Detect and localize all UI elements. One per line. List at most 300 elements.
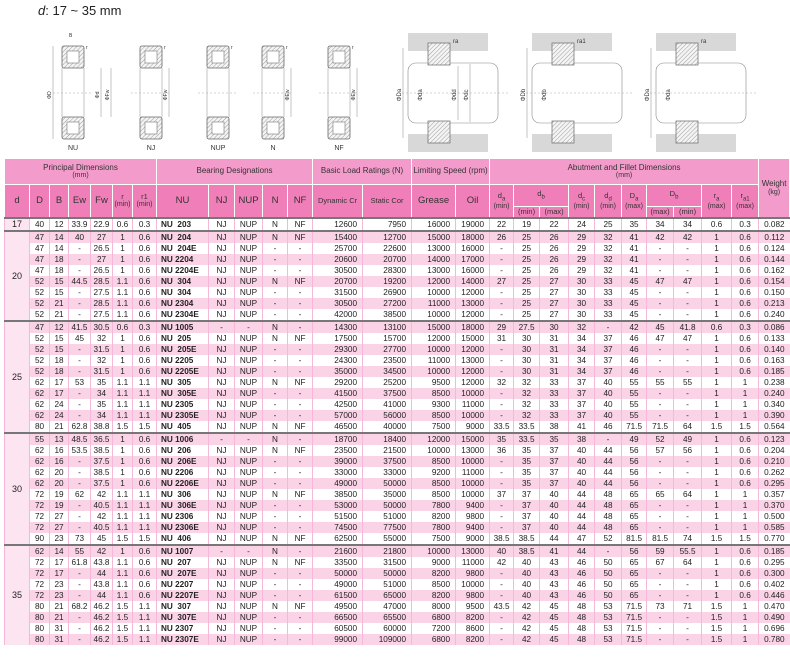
- cell-Da: 56: [622, 467, 647, 478]
- cell-N: N: [263, 601, 288, 612]
- cell-dynamic-cr: 46500: [313, 421, 363, 433]
- cell-grease: 6800: [412, 634, 456, 645]
- cell-ra1: 0.6: [732, 309, 759, 321]
- cell-NJ: NJ: [209, 601, 235, 612]
- dimension-label-dd: Φdd: [452, 89, 458, 101]
- cell-Ew: -: [69, 309, 91, 321]
- cell-NF: NF: [288, 218, 313, 231]
- cell-grease: 13000: [412, 243, 456, 254]
- cell-r: 1: [113, 333, 133, 344]
- cell-Db-max: -: [647, 568, 674, 579]
- cell-dc: 37: [569, 388, 595, 399]
- cell-Db-max: -: [647, 590, 674, 601]
- cell-D: 40: [30, 218, 50, 231]
- cell-da: 43.5: [490, 601, 514, 612]
- cell-Db-min: 47: [674, 333, 702, 344]
- cell-dc: 29: [569, 231, 595, 243]
- cell-db-min: 25: [514, 298, 540, 309]
- cell-N: N: [263, 377, 288, 388]
- dimension-label: ΦEw: [285, 89, 291, 101]
- cell-db-min: 25: [514, 243, 540, 254]
- cell-N: -: [263, 456, 288, 467]
- cell-db-min: 37: [514, 522, 540, 533]
- cell-B: 18: [50, 355, 69, 366]
- cell-NUP: NUP: [235, 478, 263, 489]
- cell-da: -: [490, 612, 514, 623]
- cell-r1: 0.6: [133, 445, 157, 456]
- bearing-spec-table: [4, 158, 790, 645]
- cell-Fw: 44: [91, 568, 113, 579]
- cell-NF: -: [288, 265, 313, 276]
- cell-Ew: 55: [69, 545, 91, 557]
- header-dynamic-cr: Dynamic Cr: [313, 185, 363, 219]
- cell-weight: 0.300: [759, 568, 790, 579]
- header-r: r (min): [113, 185, 133, 219]
- cell-N: -: [263, 254, 288, 265]
- cell-D: 72: [30, 522, 50, 533]
- cell-NJ: -: [209, 321, 235, 333]
- roller-bottom: [267, 122, 279, 134]
- header-Db-max: (max): [647, 207, 674, 219]
- cell-oil: 13000: [456, 445, 490, 456]
- table-row: [5, 218, 790, 231]
- cell-static-cor: 27200: [363, 298, 412, 309]
- cell-grease: 8500: [412, 456, 456, 467]
- cell-Db-min: -: [674, 634, 702, 645]
- header-abutment-dimensions: Abutment and Fillet Dimensions (mm): [490, 159, 759, 185]
- header-db-min: (min): [514, 207, 540, 219]
- cell-ra1: 0.6: [732, 333, 759, 344]
- cell-N: N: [263, 545, 288, 557]
- cell-NU: NU 205: [157, 333, 209, 344]
- cell-B: 24: [50, 399, 69, 410]
- cell-B: 24: [50, 410, 69, 421]
- page-title: [38, 3, 121, 18]
- cell-N: -: [263, 612, 288, 623]
- cell-grease: 9000: [412, 557, 456, 568]
- cell-Ew: 62: [69, 489, 91, 500]
- cell-weight: 0.086: [759, 321, 790, 333]
- cell-r1: 0.3: [133, 321, 157, 333]
- cell-ra1: 0.6: [732, 445, 759, 456]
- cell-Db-min: -: [674, 623, 702, 634]
- cell-Ew: -: [69, 344, 91, 355]
- cell-dd: 37: [595, 344, 622, 355]
- cell-r1: 1.1: [133, 399, 157, 410]
- fillet-label: ra: [453, 39, 459, 45]
- cell-Da: 56: [622, 545, 647, 557]
- cell-NUP: NUP: [235, 489, 263, 500]
- cell-NJ: NJ: [209, 410, 235, 421]
- cell-B: 12: [50, 321, 69, 333]
- cell-NUP: NUP: [235, 309, 263, 321]
- cell-NU: NU 305: [157, 377, 209, 388]
- cell-NJ: NJ: [209, 377, 235, 388]
- cell-NUP: NUP: [235, 410, 263, 421]
- cell-NJ: NJ: [209, 478, 235, 489]
- cell-Da: 41: [622, 243, 647, 254]
- dimension-label-dc: Φdc: [464, 89, 470, 101]
- cell-ra: 1: [702, 489, 732, 500]
- cell-static-cor: 23500: [363, 355, 412, 366]
- cell-NJ: NJ: [209, 489, 235, 500]
- cell-ra1: 0.6: [732, 276, 759, 287]
- cell-NUP: -: [235, 545, 263, 557]
- cell-NUP: NUP: [235, 590, 263, 601]
- cell-oil: 16000: [456, 243, 490, 254]
- cell-weight: 0.185: [759, 366, 790, 377]
- cell-NUP: NUP: [235, 421, 263, 433]
- cell-bore-d: 25: [5, 321, 30, 433]
- cell-static-cor: 37500: [363, 388, 412, 399]
- cell-dynamic-cr: 62500: [313, 533, 363, 545]
- cell-bore-d: 30: [5, 433, 30, 545]
- cell-N: -: [263, 355, 288, 366]
- cell-NUP: NUP: [235, 355, 263, 366]
- cell-dd: -: [595, 321, 622, 333]
- roller-bottom: [333, 122, 345, 134]
- cell-NUP: NUP: [235, 377, 263, 388]
- cell-N: N: [263, 231, 288, 243]
- cell-NU: NU 1006: [157, 433, 209, 445]
- table-row: [5, 634, 790, 645]
- cell-grease: 10000: [412, 344, 456, 355]
- width-label: B: [69, 33, 73, 39]
- cell-grease: 9500: [412, 377, 456, 388]
- cell-NUP: NUP: [235, 568, 263, 579]
- cell-weight: 0.210: [759, 456, 790, 467]
- cell-dc: 44: [569, 500, 595, 511]
- header-ra: $r_a$ (max): [702, 185, 732, 219]
- cell-ra: 1: [702, 410, 732, 421]
- cell-Da: 45: [622, 276, 647, 287]
- header-Fw: Fw: [91, 185, 113, 219]
- header-dd: $d_d$ (min): [595, 185, 622, 219]
- cell-dd: 48: [595, 489, 622, 500]
- cell-NU: NU 305E: [157, 388, 209, 399]
- cell-Db-min: -: [674, 579, 702, 590]
- cell-NU: NU 2207: [157, 579, 209, 590]
- cell-r1: 1.1: [133, 377, 157, 388]
- cell-db-min: 30: [514, 344, 540, 355]
- cell-Ew: -: [69, 265, 91, 276]
- cell-grease: 11000: [412, 298, 456, 309]
- cell-da: -: [490, 399, 514, 410]
- cell-grease: 7500: [412, 421, 456, 433]
- cell-N: -: [263, 522, 288, 533]
- cell-NJ: NJ: [209, 445, 235, 456]
- header-Da: $D_a$ (max): [622, 185, 647, 219]
- cell-r1: 1.1: [133, 522, 157, 533]
- cell-da: 37: [490, 489, 514, 500]
- cell-N: N: [263, 276, 288, 287]
- cell-NF: NF: [288, 445, 313, 456]
- cell-Ew: -: [69, 243, 91, 254]
- cell-weight: 0.133: [759, 333, 790, 344]
- cell-r: 1.1: [113, 511, 133, 522]
- cell-static-cor: 13100: [363, 321, 412, 333]
- cell-Fw: 45: [91, 533, 113, 545]
- cell-Da: 41: [622, 231, 647, 243]
- cell-grease: 8200: [412, 568, 456, 579]
- cell-Fw: 42: [91, 489, 113, 500]
- cell-static-cor: 18400: [363, 433, 412, 445]
- cell-oil: 9800: [456, 590, 490, 601]
- cell-NF: -: [288, 623, 313, 634]
- cell-da: 31: [490, 333, 514, 344]
- cell-da: -: [490, 590, 514, 601]
- cell-grease: 12000: [412, 333, 456, 344]
- cell-ra: 1.5: [702, 533, 732, 545]
- cell-NF: NF: [288, 276, 313, 287]
- cell-db-max: 22: [540, 218, 569, 231]
- cell-dynamic-cr: 30500: [313, 265, 363, 276]
- roller-top: [145, 51, 157, 63]
- cell-Fw: 30.5: [91, 321, 113, 333]
- cell-dd: 37: [595, 333, 622, 344]
- cell-B: 31: [50, 634, 69, 645]
- cell-Db-max: 57: [647, 445, 674, 456]
- table-row: [5, 478, 790, 489]
- cell-Da: 55: [622, 377, 647, 388]
- cell-dc: 40: [569, 467, 595, 478]
- cell-Db-max: 34: [647, 218, 674, 231]
- cell-weight: 0.370: [759, 500, 790, 511]
- cell-NUP: NUP: [235, 254, 263, 265]
- cell-weight: 0.696: [759, 623, 790, 634]
- cell-NU: NU 2307E: [157, 634, 209, 645]
- cell-Ew: 41.5: [69, 321, 91, 333]
- cell-r: 1.1: [113, 489, 133, 500]
- cell-ra1: 1: [732, 601, 759, 612]
- cell-grease: 7800: [412, 500, 456, 511]
- cell-Db-min: -: [674, 500, 702, 511]
- cell-N: N: [263, 433, 288, 445]
- cell-B: 12: [50, 218, 69, 231]
- cell-ra: 1.5: [702, 634, 732, 645]
- header-N: N: [263, 185, 288, 219]
- cell-Da: 71.5: [622, 601, 647, 612]
- cell-Db-max: 73: [647, 601, 674, 612]
- cell-N: N: [263, 321, 288, 333]
- table-row: [5, 533, 790, 545]
- cell-ra1: 1: [732, 522, 759, 533]
- cell-dynamic-cr: 42500: [313, 399, 363, 410]
- cell-B: 23: [50, 590, 69, 601]
- cell-db-max: 41: [540, 545, 569, 557]
- cell-NUP: NUP: [235, 467, 263, 478]
- bearing-top: [552, 43, 574, 65]
- cell-ra: 1.5: [702, 612, 732, 623]
- radius-label: r: [286, 45, 288, 51]
- cell-B: 17: [50, 568, 69, 579]
- cell-B: 21: [50, 309, 69, 321]
- cell-db-max: 33: [540, 377, 569, 388]
- cell-Da: 42: [622, 321, 647, 333]
- cell-da: 36: [490, 445, 514, 456]
- cell-ra1: 0.6: [732, 243, 759, 254]
- cell-db-min: 40: [514, 579, 540, 590]
- cell-grease: 12000: [412, 276, 456, 287]
- cell-r: 1: [113, 344, 133, 355]
- header-db-max: (max): [540, 207, 569, 219]
- cell-weight: 0.402: [759, 579, 790, 590]
- cell-dynamic-cr: 49500: [313, 601, 363, 612]
- cell-NUP: NUP: [235, 231, 263, 243]
- cell-Da: 65: [622, 590, 647, 601]
- bearing-bottom: [552, 121, 574, 143]
- cell-Fw: 42: [91, 545, 113, 557]
- cell-dynamic-cr: 60500: [313, 623, 363, 634]
- cell-r: 1: [113, 445, 133, 456]
- cell-ra: 1: [702, 399, 732, 410]
- cell-dd: 53: [595, 601, 622, 612]
- cell-ra1: 0.6: [732, 287, 759, 298]
- cell-Ew: -: [69, 634, 91, 645]
- cell-Fw: 38.5: [91, 445, 113, 456]
- mounting-diagram-2: [521, 33, 632, 152]
- cell-bore-d: 35: [5, 545, 30, 645]
- cell-dc: 29: [569, 243, 595, 254]
- cell-Fw: 35: [91, 377, 113, 388]
- cell-db-min: 30: [514, 333, 540, 344]
- cell-r: 1: [113, 366, 133, 377]
- cell-db-max: 33: [540, 399, 569, 410]
- cell-NUP: NUP: [235, 243, 263, 254]
- cell-Ew: 53: [69, 377, 91, 388]
- cell-oil: 18000: [456, 321, 490, 333]
- cell-r: 1.1: [113, 388, 133, 399]
- cell-dynamic-cr: 21600: [313, 545, 363, 557]
- cell-db-max: 45: [540, 634, 569, 645]
- cell-B: 20: [50, 467, 69, 478]
- cell-weight: 0.262: [759, 467, 790, 478]
- cell-static-cor: 28300: [363, 265, 412, 276]
- cell-B: 19: [50, 500, 69, 511]
- cell-dc: 48: [569, 634, 595, 645]
- cell-NUP: NUP: [235, 612, 263, 623]
- cell-dd: 33: [595, 276, 622, 287]
- cell-Db-max: -: [647, 388, 674, 399]
- cell-dc: 48: [569, 623, 595, 634]
- cell-oil: 11000: [456, 467, 490, 478]
- cell-dd: 40: [595, 388, 622, 399]
- cell-r1: 1.1: [133, 634, 157, 645]
- cell-ra1: 0.6: [732, 456, 759, 467]
- cell-Ew: -: [69, 254, 91, 265]
- cell-static-cor: 37500: [363, 456, 412, 467]
- cell-r: 1.1: [113, 522, 133, 533]
- cell-D: 62: [30, 545, 50, 557]
- cell-N: -: [263, 467, 288, 478]
- cell-static-cor: 15700: [363, 333, 412, 344]
- cell-r1: 0.6: [133, 456, 157, 467]
- cell-oil: 19000: [456, 218, 490, 231]
- cell-dynamic-cr: 33000: [313, 467, 363, 478]
- cell-NF: NF: [288, 421, 313, 433]
- cell-NF: -: [288, 309, 313, 321]
- cell-N: -: [263, 399, 288, 410]
- table-row: [5, 231, 790, 243]
- table-row: [5, 243, 790, 254]
- cell-ra: 1.5: [702, 421, 732, 433]
- cell-NF: -: [288, 388, 313, 399]
- cell-Db-max: 65: [647, 489, 674, 500]
- cell-NF: -: [288, 545, 313, 557]
- cell-Da: 81.5: [622, 533, 647, 545]
- cell-NUP: NUP: [235, 366, 263, 377]
- table-row: [5, 309, 790, 321]
- cell-D: 52: [30, 355, 50, 366]
- cell-oil: 16000: [456, 265, 490, 276]
- cell-B: 21: [50, 601, 69, 612]
- cell-NUP: NUP: [235, 265, 263, 276]
- table-row: [5, 612, 790, 623]
- cell-ra: 1: [702, 557, 732, 568]
- cell-Ew: -: [69, 355, 91, 366]
- cell-ra1: 0.6: [732, 298, 759, 309]
- cell-static-cor: 12700: [363, 231, 412, 243]
- cell-static-cor: 50000: [363, 478, 412, 489]
- cell-D: 62: [30, 410, 50, 421]
- cell-dc: 44: [569, 545, 595, 557]
- cell-Ew: -: [69, 612, 91, 623]
- cell-weight: 0.390: [759, 410, 790, 421]
- cell-NUP: NUP: [235, 634, 263, 645]
- cell-dd: 48: [595, 500, 622, 511]
- table-row: [5, 388, 790, 399]
- cell-NJ: NJ: [209, 579, 235, 590]
- cell-dynamic-cr: 66500: [313, 612, 363, 623]
- cell-NU: NU 304: [157, 276, 209, 287]
- header-B: B: [50, 185, 69, 219]
- cell-NUP: NUP: [235, 511, 263, 522]
- cell-r: 1.1: [113, 410, 133, 421]
- cell-NU: NU 206E: [157, 456, 209, 467]
- table-row: [5, 298, 790, 309]
- cell-db-max: 44: [540, 533, 569, 545]
- cell-NUP: NUP: [235, 500, 263, 511]
- bearing-bottom: [428, 121, 450, 143]
- cell-da: -: [490, 634, 514, 645]
- cell-ra: 1: [702, 254, 732, 265]
- cell-Da: 65: [622, 557, 647, 568]
- table-row: [5, 433, 790, 445]
- cell-r: 1.5: [113, 601, 133, 612]
- cell-db-max: 31: [540, 344, 569, 355]
- cell-dc: 37: [569, 377, 595, 388]
- cell-NUP: NUP: [235, 218, 263, 231]
- cell-D: 80: [30, 623, 50, 634]
- cell-Db-max: 42: [647, 231, 674, 243]
- cell-dynamic-cr: 35000: [313, 366, 363, 377]
- cell-NJ: NJ: [209, 522, 235, 533]
- cell-Db-max: -: [647, 366, 674, 377]
- table-row: [5, 265, 790, 276]
- cell-dd: 40: [595, 399, 622, 410]
- cell-ra: 1: [702, 276, 732, 287]
- cell-NU: NU 406: [157, 533, 209, 545]
- header-Db: $D_b$: [647, 185, 702, 207]
- cell-B: 13: [50, 433, 69, 445]
- cell-db-max: 40: [540, 500, 569, 511]
- cell-grease: 9200: [412, 467, 456, 478]
- cell-Fw: 26.5: [91, 243, 113, 254]
- cell-Db-min: -: [674, 298, 702, 309]
- cell-r: 1.1: [113, 309, 133, 321]
- cell-Fw: 40.5: [91, 500, 113, 511]
- cell-NU: NU 405: [157, 421, 209, 433]
